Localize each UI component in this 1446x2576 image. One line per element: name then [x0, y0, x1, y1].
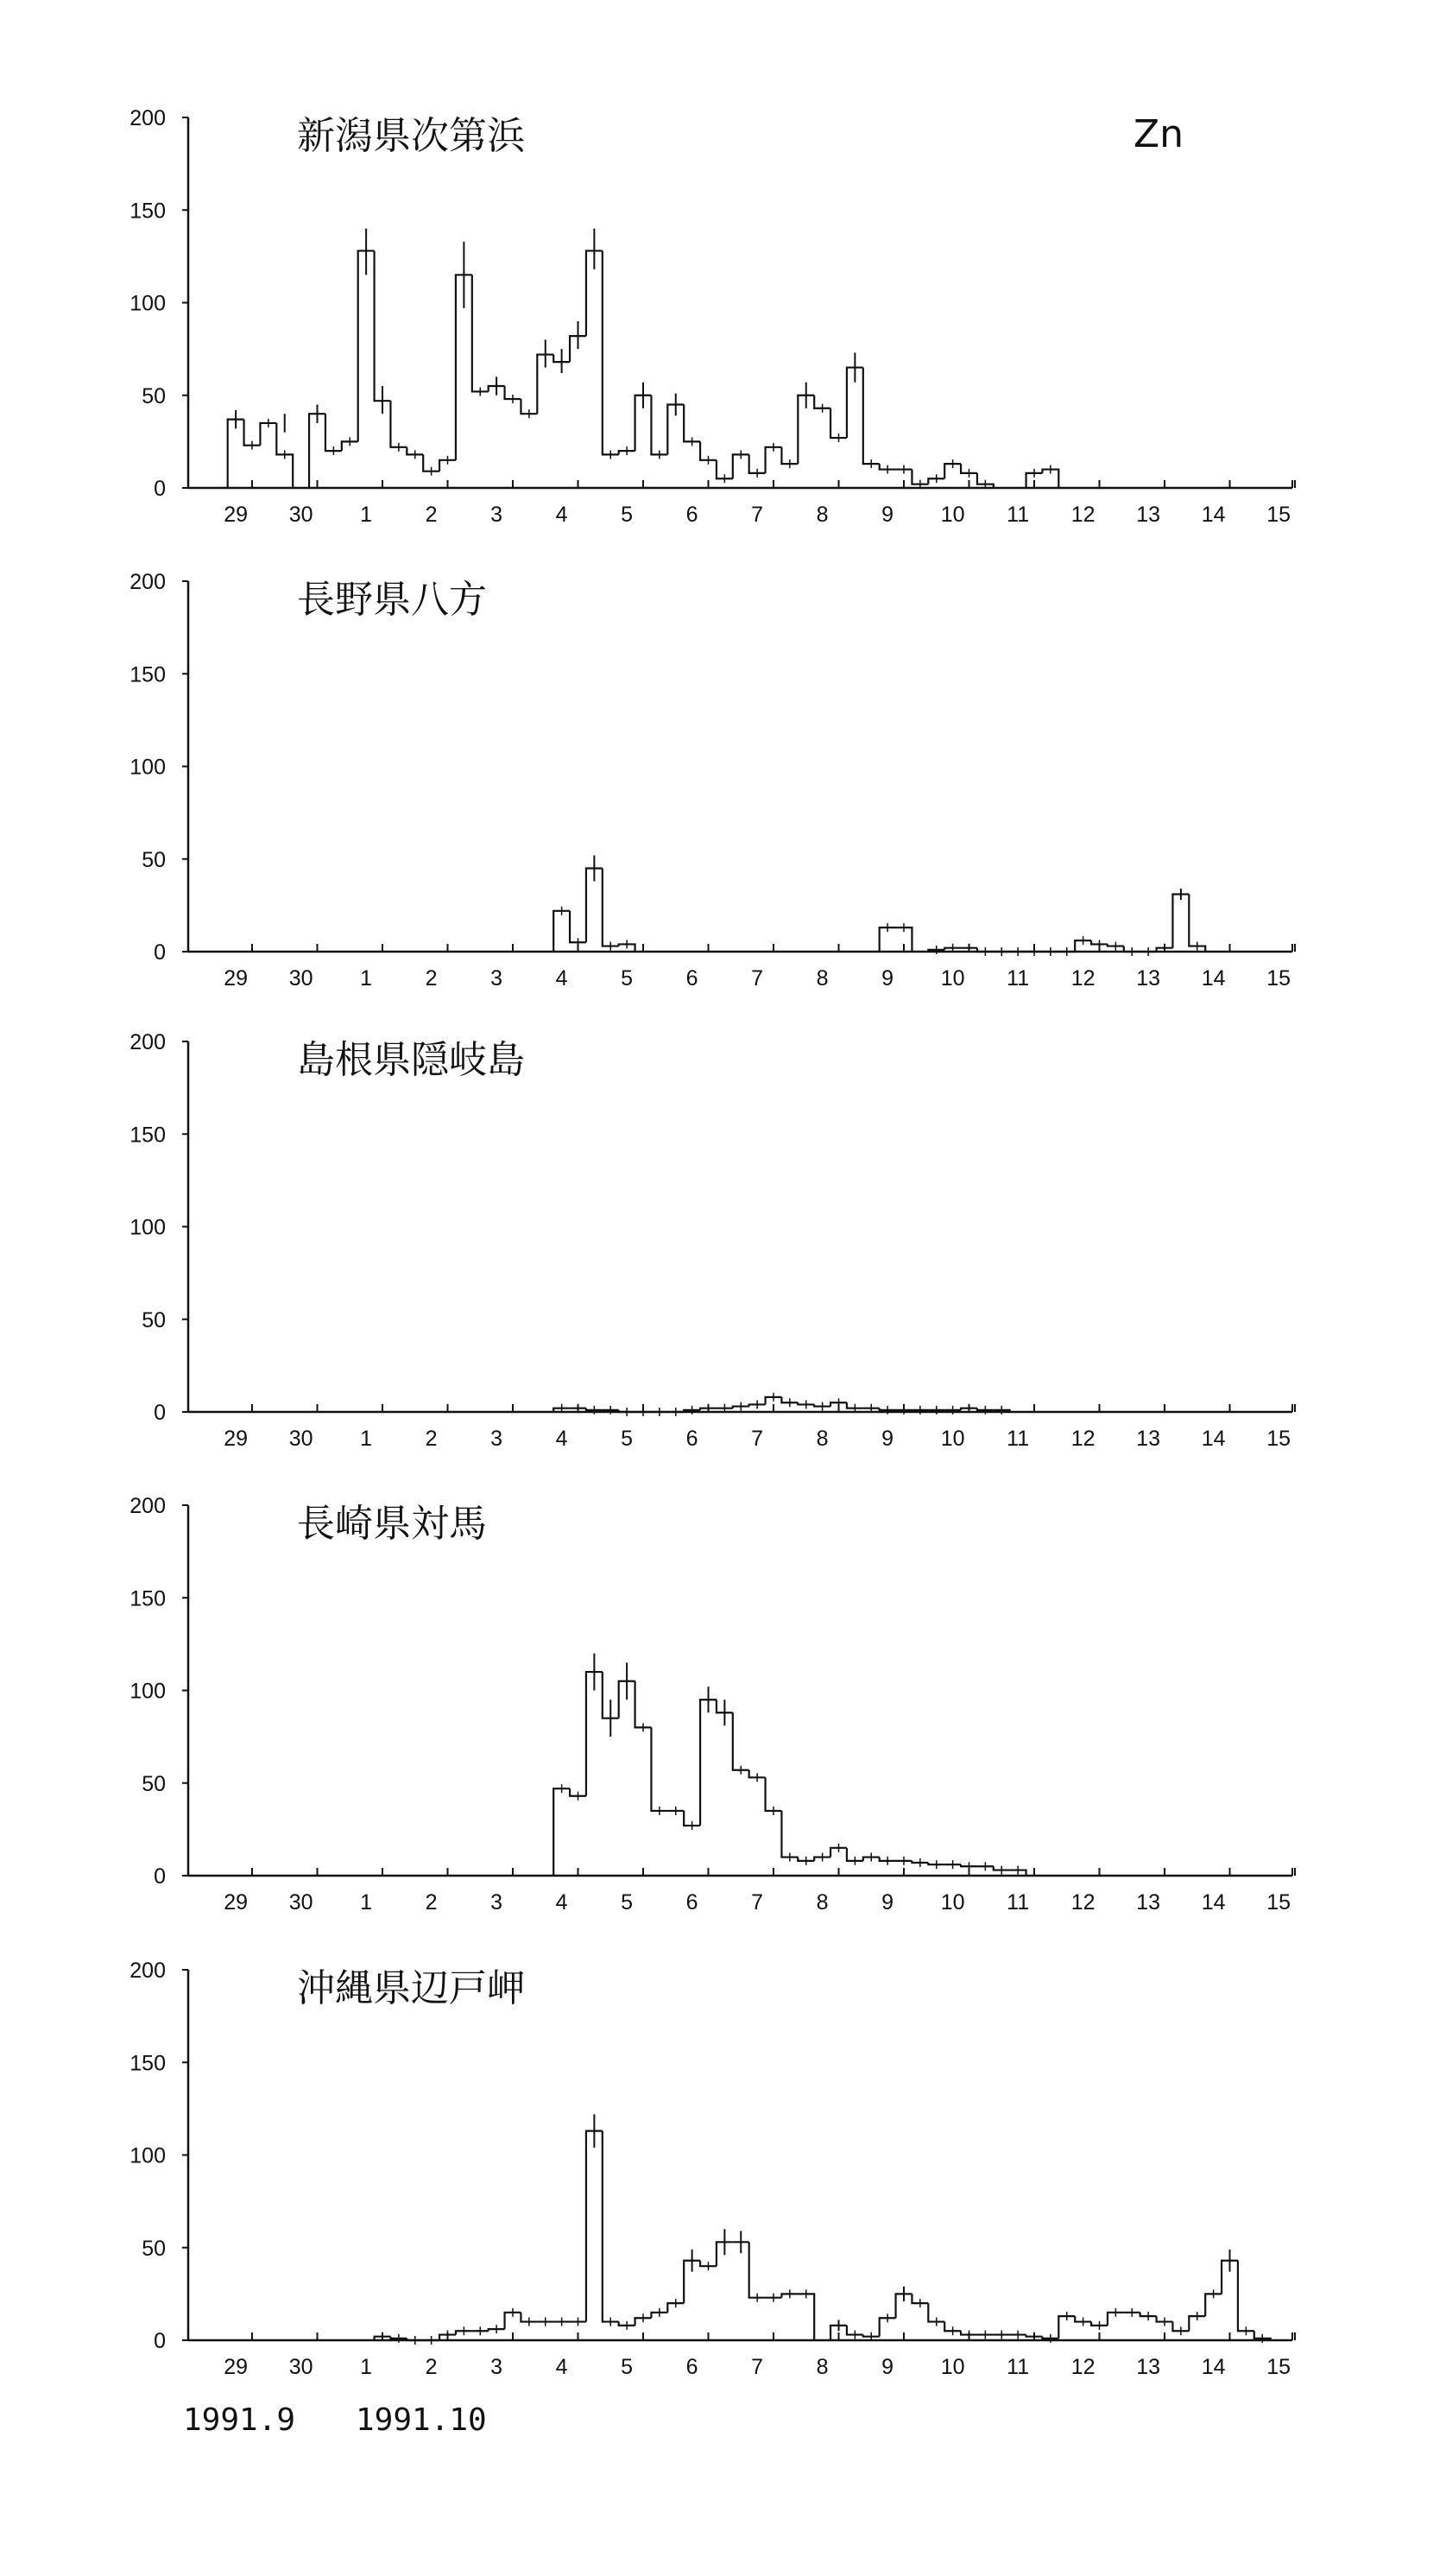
x-tick-label: 14: [1201, 2355, 1226, 2379]
histogram-bin: [325, 414, 342, 451]
y-tick-label: 0: [154, 940, 166, 965]
x-tick-label: 10: [940, 966, 965, 991]
histogram-bin: [651, 396, 667, 455]
y-tick-label: 0: [154, 2329, 166, 2353]
x-tick-label: 29: [224, 1427, 249, 1451]
element-label: Zn: [1133, 112, 1184, 156]
x-tick-label: 14: [1201, 503, 1226, 527]
panel-title: 長崎県対馬: [297, 1502, 487, 1546]
x-tick-label: 14: [1201, 1427, 1226, 1451]
x-tick-label: 8: [816, 1890, 829, 1915]
date-label-october: 1991.10: [356, 2402, 487, 2438]
x-tick-label: 12: [1070, 1890, 1096, 1915]
x-tick-label: 11: [1007, 1890, 1030, 1915]
x-tick-label: 30: [288, 1890, 313, 1915]
x-tick-label: 15: [1266, 1890, 1291, 1915]
y-tick-label: 150: [129, 1123, 166, 1148]
x-tick-label: 12: [1070, 1427, 1096, 1451]
x-tick-label: 14: [1201, 1890, 1226, 1915]
histogram-bin: [781, 1811, 798, 1858]
x-tick-label: 4: [555, 966, 568, 991]
y-tick-label: 150: [129, 199, 166, 224]
x-tick-label: 8: [816, 1427, 829, 1451]
histogram-bin: [830, 408, 847, 438]
x-tick-label: 6: [685, 1890, 698, 1915]
x-tick-label: 2: [425, 1427, 438, 1451]
x-tick-label: 4: [555, 2355, 568, 2379]
x-tick-label: 2: [425, 2355, 438, 2379]
x-tick-label: 29: [224, 1890, 249, 1915]
x-tick-label: 9: [881, 966, 894, 991]
x-tick-label: 29: [224, 966, 249, 991]
x-tick-label: 13: [1136, 1890, 1161, 1915]
y-tick-label: 150: [129, 2051, 166, 2076]
y-tick-label: 0: [154, 1401, 166, 1425]
chart-panels: [129, 106, 1295, 2379]
x-tick-label: 7: [751, 503, 764, 527]
x-tick-label: 8: [816, 2355, 829, 2379]
x-tick-label: 10: [940, 2355, 965, 2379]
y-tick-label: 200: [129, 1494, 166, 1518]
x-tick-label: 11: [1007, 966, 1030, 991]
x-tick-label: 9: [881, 1890, 894, 1915]
x-tick-label: 11: [1007, 2355, 1030, 2379]
x-tick-label: 30: [288, 503, 313, 527]
x-tick-label: 1: [360, 1890, 373, 1915]
histogram-bin: [603, 2131, 619, 2322]
x-tick-label: 5: [621, 1890, 634, 1915]
y-tick-label: 200: [129, 106, 166, 130]
x-tick-label: 2: [425, 1890, 438, 1915]
x-tick-label: 8: [816, 503, 829, 527]
histogram-bin: [1172, 895, 1189, 948]
panel-title: 沖縄県辺戸岬: [297, 1966, 525, 2010]
histogram-bin: [798, 2294, 814, 2340]
histogram-bin: [1238, 2261, 1254, 2332]
x-tick-label: 3: [490, 2355, 503, 2379]
panel-title: 長野県八方: [297, 578, 487, 622]
x-tick-label: 6: [685, 966, 698, 991]
y-tick-label: 100: [129, 755, 166, 780]
x-tick-label: 30: [288, 1427, 313, 1451]
histogram-bin: [586, 2131, 603, 2322]
x-tick-label: 3: [490, 1427, 503, 1451]
x-tick-label: 14: [1201, 966, 1226, 991]
histogram-bin: [390, 401, 407, 447]
x-tick-label: 13: [1136, 966, 1161, 991]
y-tick-label: 200: [129, 1030, 166, 1054]
x-tick-label: 1: [360, 2355, 373, 2379]
x-tick-label: 9: [881, 2355, 894, 2379]
x-tick-label: 4: [555, 503, 568, 527]
chart-panel-1: [129, 106, 1295, 527]
histogram-bin: [863, 368, 880, 465]
x-tick-label: 1: [360, 503, 373, 527]
histogram-bin: [603, 868, 619, 946]
x-tick-label: 1: [360, 966, 373, 991]
x-tick-label: 7: [751, 2355, 764, 2379]
x-tick-label: 30: [288, 2355, 313, 2379]
histogram-bin: [472, 275, 489, 391]
panel-title: 新潟県次第浜: [297, 114, 525, 158]
x-tick-label: 15: [1266, 1427, 1291, 1451]
y-tick-label: 100: [129, 2143, 166, 2168]
x-tick-label: 6: [685, 2355, 698, 2379]
x-tick-label: 7: [751, 966, 764, 991]
y-tick-label: 50: [142, 847, 166, 872]
x-tick-label: 29: [224, 503, 249, 527]
x-tick-label: 11: [1007, 1427, 1030, 1451]
histogram-bin: [228, 420, 244, 488]
x-tick-label: 9: [881, 503, 894, 527]
x-tick-label: 12: [1070, 503, 1096, 527]
chart-panel-5: [129, 1959, 1295, 2379]
x-tick-label: 10: [940, 1427, 965, 1451]
y-tick-label: 50: [142, 383, 166, 408]
x-tick-label: 4: [555, 1427, 568, 1451]
histogram-bin: [553, 1788, 570, 1876]
x-tick-label: 10: [940, 503, 965, 527]
x-tick-label: 3: [490, 1890, 503, 1915]
y-tick-label: 50: [142, 1307, 166, 1332]
x-tick-label: 11: [1007, 503, 1030, 527]
histogram-bin: [733, 1712, 749, 1769]
x-tick-label: 1: [360, 1427, 373, 1451]
y-tick-label: 50: [142, 1771, 166, 1796]
chart-panel-4: [129, 1494, 1295, 1915]
y-tick-label: 100: [129, 291, 166, 316]
x-tick-label: 8: [816, 966, 829, 991]
histogram-bin: [586, 1672, 603, 1796]
histogram-bin: [651, 1727, 667, 1811]
x-tick-label: 12: [1070, 2355, 1096, 2379]
y-tick-label: 0: [154, 477, 166, 501]
histogram-bin: [700, 1699, 717, 1826]
x-tick-label: 15: [1266, 2355, 1291, 2379]
y-tick-label: 0: [154, 1864, 166, 1889]
histogram-bin: [358, 250, 375, 441]
x-tick-label: 12: [1070, 966, 1096, 991]
y-tick-label: 100: [129, 1215, 166, 1240]
histogram-bin: [570, 911, 586, 942]
chart-panel-2: [129, 570, 1295, 991]
y-tick-label: 150: [129, 1586, 166, 1611]
x-tick-label: 5: [621, 966, 634, 991]
x-tick-label: 10: [940, 1890, 965, 1915]
x-tick-label: 5: [621, 2355, 634, 2379]
x-tick-label: 15: [1266, 503, 1291, 527]
x-tick-label: 6: [685, 1427, 698, 1451]
histogram-bin: [684, 404, 700, 441]
x-tick-label: 7: [751, 1890, 764, 1915]
histogram-bin: [766, 1777, 782, 1811]
x-tick-label: 29: [224, 2355, 249, 2379]
x-tick-label: 6: [685, 503, 698, 527]
x-tick-label: 5: [621, 1427, 634, 1451]
y-tick-label: 150: [129, 662, 166, 687]
x-tick-label: 4: [555, 1890, 568, 1915]
x-tick-label: 2: [425, 503, 438, 527]
x-tick-label: 5: [621, 503, 634, 527]
panel-title: 島根県隠岐島: [297, 1038, 525, 1082]
histogram-bin: [309, 414, 325, 488]
x-tick-label: 3: [490, 966, 503, 991]
histogram-bin: [553, 911, 570, 952]
histogram-bin: [375, 250, 391, 401]
y-tick-label: 200: [129, 1959, 166, 1983]
histogram-bin: [749, 2242, 766, 2297]
x-tick-label: 30: [288, 966, 313, 991]
chart-panel-3: [129, 1030, 1295, 1451]
histogram-bin: [635, 1681, 652, 1728]
x-tick-label: 15: [1266, 966, 1291, 991]
x-tick-label: 13: [1136, 1427, 1161, 1451]
x-tick-label: 13: [1136, 2355, 1161, 2379]
x-tick-label: 13: [1136, 503, 1161, 527]
date-label-september: 1991.9: [183, 2402, 296, 2438]
y-tick-label: 50: [142, 2236, 166, 2261]
x-tick-label: 3: [490, 503, 503, 527]
histogram-bin: [603, 250, 619, 454]
x-tick-label: 9: [881, 1427, 894, 1451]
y-tick-label: 200: [129, 570, 166, 594]
x-tick-label: 2: [425, 966, 438, 991]
y-tick-label: 100: [129, 1679, 166, 1704]
x-tick-label: 7: [751, 1427, 764, 1451]
